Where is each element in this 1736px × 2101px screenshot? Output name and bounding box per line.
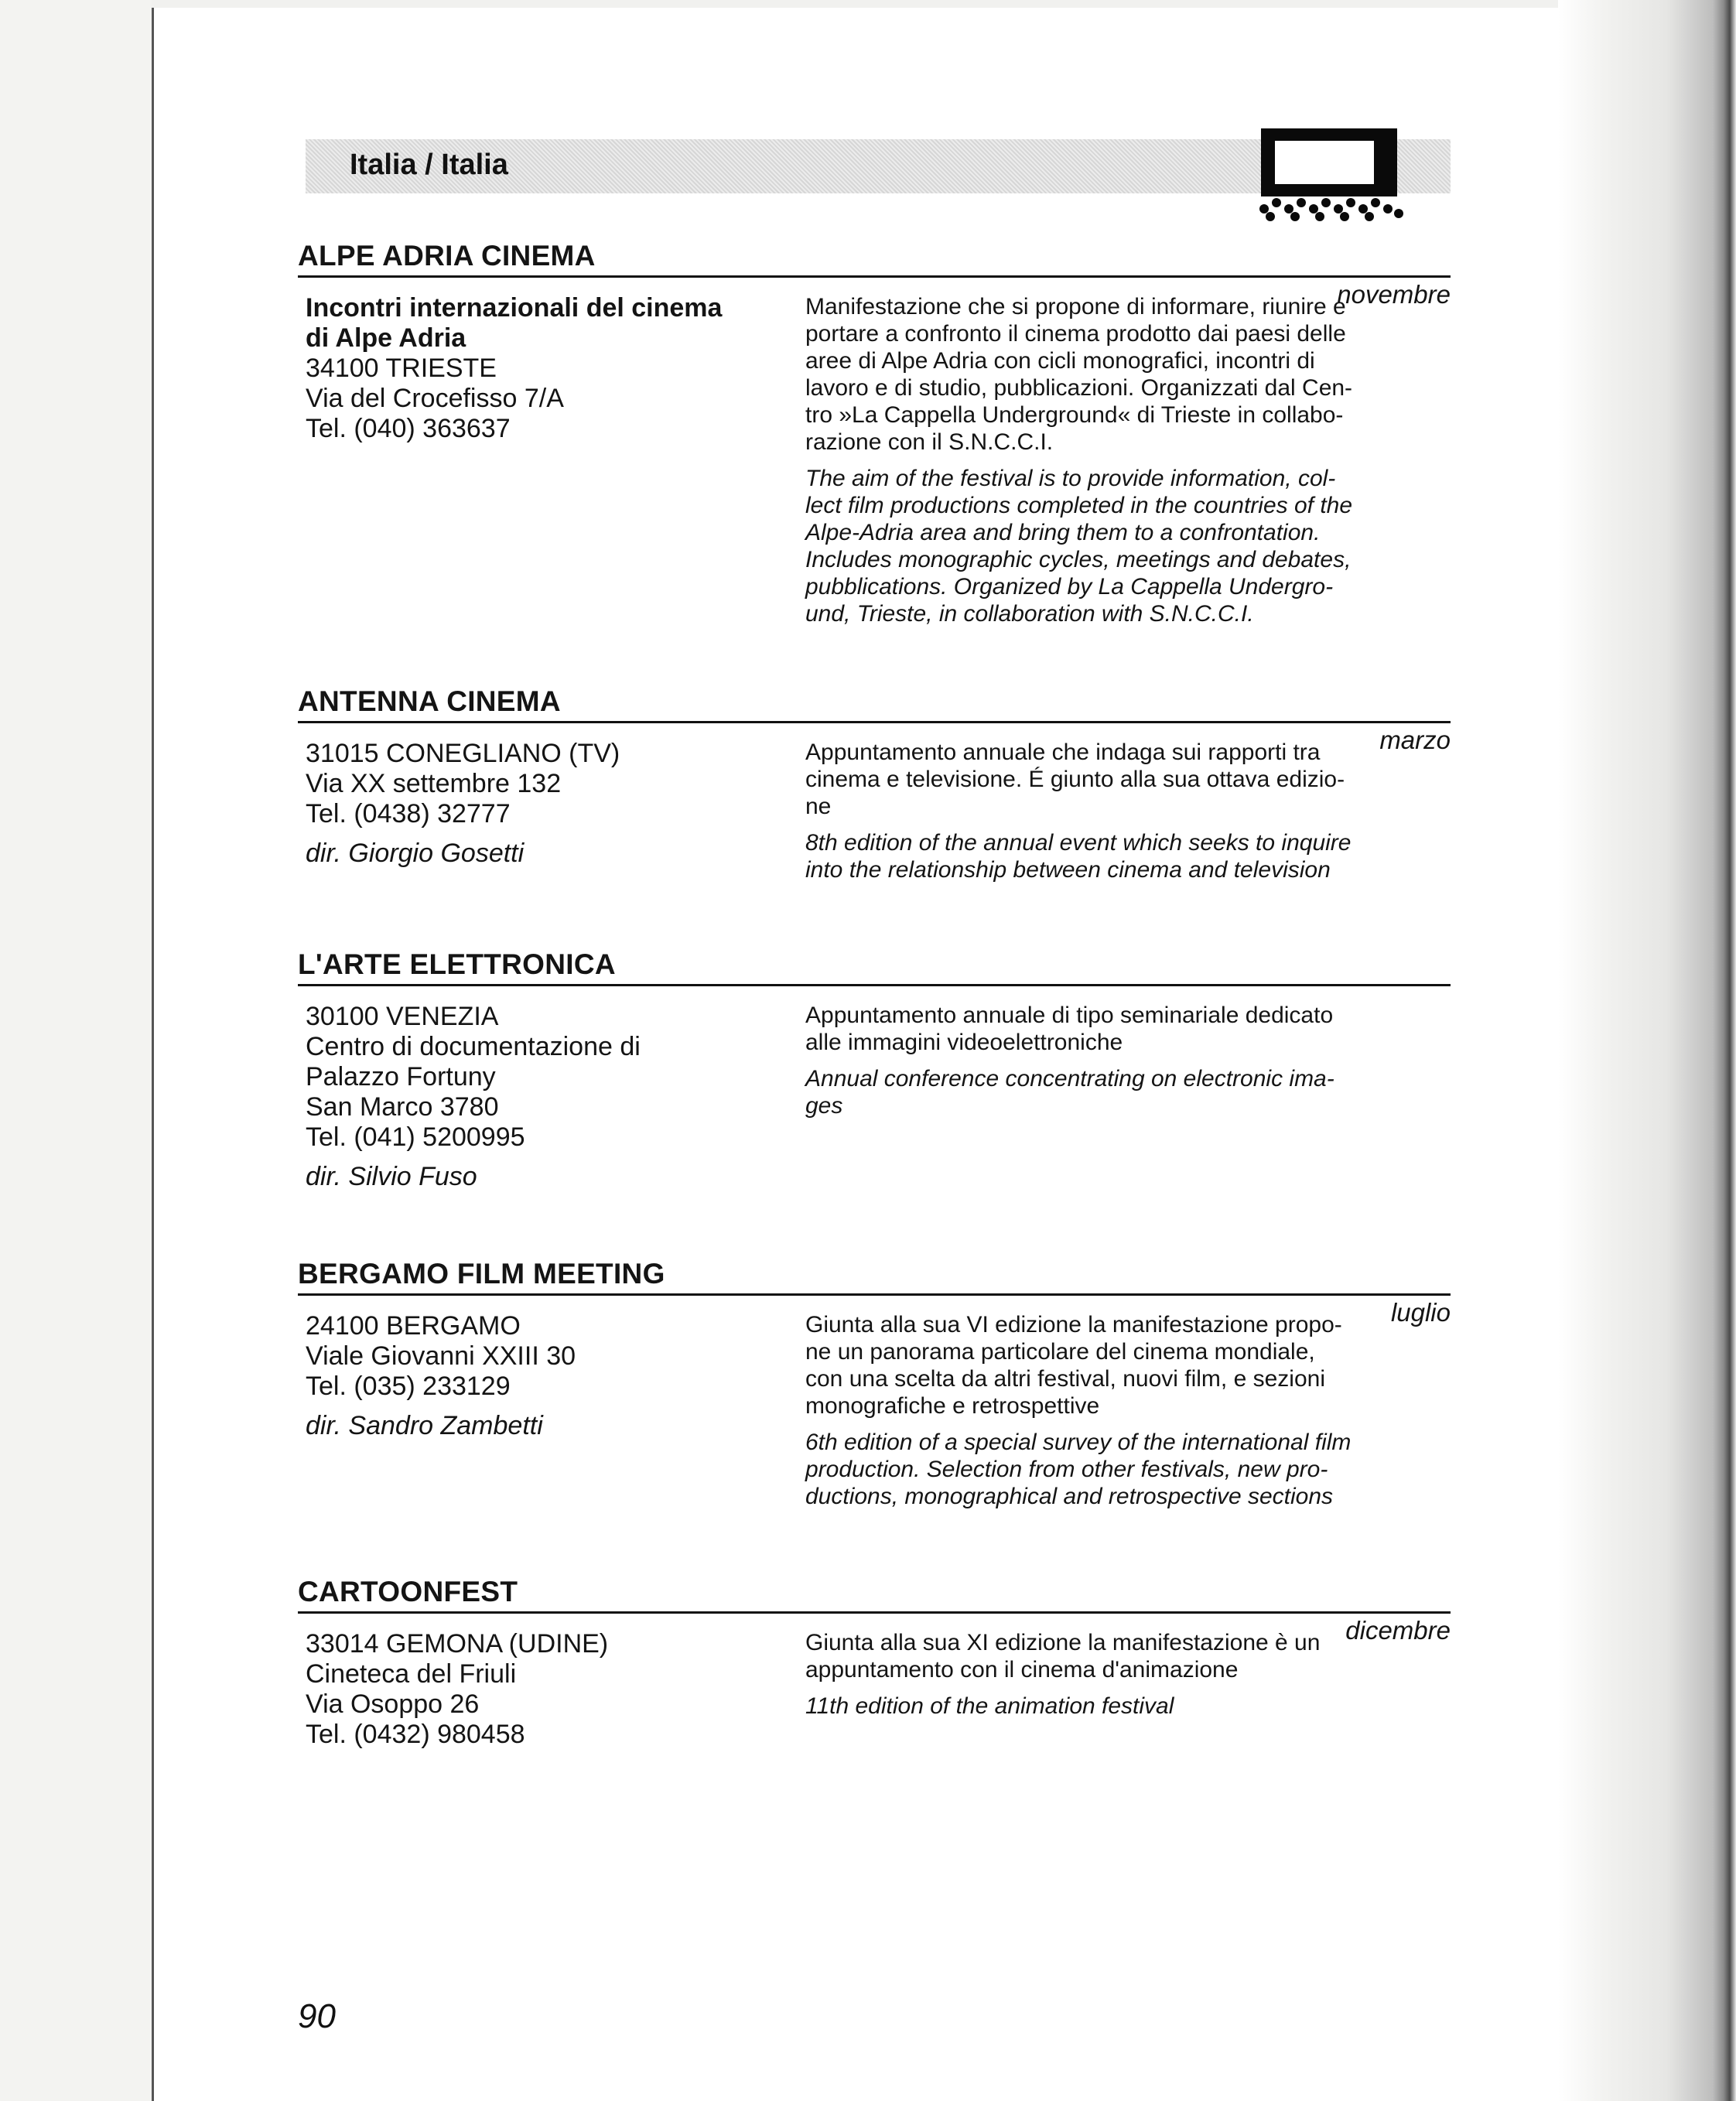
director-name: dir. Silvio Fuso: [306, 1162, 477, 1191]
festival-entry: [298, 1247, 1451, 1509]
section-title: Italia / Italia: [350, 149, 508, 181]
description-column: [805, 739, 1451, 883]
description-line: aree di Alpe Adria con cicli monografici, incontri di: [805, 348, 1315, 374]
page-number: 90: [298, 1997, 336, 2035]
festival-entry: [298, 229, 1451, 627]
contact-column: [306, 739, 785, 869]
description-line: appuntamento con il cinema d'animazione: [805, 1657, 1239, 1683]
entry-header: [298, 938, 1451, 986]
description-line: lect film productions completed in the countries of the: [805, 493, 1353, 518]
address-line: Cineteca del Friuli: [306, 1659, 517, 1689]
address-line: 30100 VENEZIA: [306, 1002, 499, 1031]
description-line: ges: [805, 1093, 843, 1119]
description-line: pubblications. Organized by La Cappella Undergro-: [805, 574, 1334, 600]
description-line: con una scelta da altri festival, nuovi film, e sezioni: [805, 1366, 1325, 1392]
festival-entry: [298, 675, 1451, 883]
description-line: alle immagini videoelettroniche: [805, 1030, 1123, 1055]
organizer-name: di Alpe Adria: [306, 323, 466, 353]
address-line: Via XX settembre 132: [306, 769, 562, 798]
description-english: [805, 465, 1451, 627]
description-line: portare a confronto il cinema prodotto dai paesi delle: [805, 321, 1346, 347]
description-italian: [805, 1311, 1451, 1419]
description-line: razione con il S.N.C.C.I.: [805, 429, 1054, 455]
contact-column: [306, 1002, 785, 1192]
description-english: [805, 1429, 1451, 1510]
description-line: Manifestazione che si propone di informare, riunire e: [805, 294, 1346, 319]
description-line: lavoro e di studio, pubblicazioni. Organizzati dal Cen-: [805, 375, 1353, 401]
festival-month: novembre: [1337, 280, 1451, 309]
address-line: 31015 CONEGLIANO (TV): [306, 739, 620, 768]
address-line: Via del Crocefisso 7/A: [306, 384, 564, 413]
contact-column: [306, 1629, 785, 1750]
description-line: cinema e televisione. É giunto alla sua ottava edizio-: [805, 767, 1345, 792]
address-line: 34100 TRIESTE: [306, 354, 497, 383]
address-line: Centro di documentazione di: [306, 1032, 641, 1061]
description-english: [805, 829, 1451, 883]
festival-entry: [298, 1565, 1451, 1749]
description-line: Giunta alla sua VI edizione la manifestazione propo-: [805, 1312, 1342, 1337]
scan-right-binding: [1558, 0, 1736, 2101]
address-line: Tel. (040) 363637: [306, 414, 511, 443]
description-line: ductions, monographical and retrospective sections: [805, 1484, 1334, 1509]
address-line: Tel. (0432) 980458: [306, 1720, 525, 1749]
festival-month: dicembre: [1345, 1616, 1451, 1645]
address-line: 33014 GEMONA (UDINE): [306, 1629, 609, 1659]
description-line: Alpe-Adria area and bring them to a confrontation.: [805, 520, 1321, 545]
address-line: Palazzo Fortuny: [306, 1062, 496, 1091]
description-line: ne un panorama particolare del cinema mondiale,: [805, 1339, 1315, 1365]
description-italian: [805, 1002, 1451, 1056]
scan-top-border: [152, 0, 1558, 8]
address-line: 24100 BERGAMO: [306, 1311, 521, 1341]
description-line: 6th edition of a special survey of the international film: [805, 1430, 1352, 1455]
description-line: Annual conference concentrating on electronic ima-: [805, 1066, 1334, 1091]
address-line: Via Osoppo 26: [306, 1689, 480, 1719]
description-line: Includes monographic cycles, meetings and debates,: [805, 547, 1352, 572]
address-line: Viale Giovanni XXIII 30: [306, 1341, 576, 1371]
scan-left-border: [0, 0, 154, 2101]
festival-name: ALPE ADRIA CINEMA: [298, 240, 596, 272]
description-line: production. Selection from other festivals, new pro-: [805, 1457, 1328, 1482]
festival-month: luglio: [1390, 1298, 1451, 1327]
festival-name: ANTENNA CINEMA: [298, 685, 561, 717]
description-column: [805, 1629, 1451, 1720]
description-line: und, Trieste, in collaboration with S.N.C.C.I.: [805, 601, 1254, 627]
description-line: Appuntamento annuale che indaga sui rapporti tra: [805, 740, 1321, 765]
contact-column: [306, 293, 785, 444]
description-line: The aim of the festival is to provide information, col-: [805, 466, 1336, 491]
description-line: tro »La Cappella Underground« di Trieste in collabo-: [805, 402, 1344, 428]
organizer-name: Incontri internazionali del cinema: [306, 293, 723, 323]
description-italian: [805, 293, 1451, 456]
description-column: [805, 293, 1451, 627]
description-line: Appuntamento annuale di tipo seminariale dedicato: [805, 1003, 1334, 1028]
television-icon: [1252, 125, 1406, 226]
address-line: Tel. (035) 233129: [306, 1372, 511, 1401]
address-line: San Marco 3780: [306, 1092, 499, 1122]
contact-column: [306, 1311, 785, 1441]
director-name: dir. Giorgio Gosetti: [306, 839, 525, 868]
description-italian: [805, 739, 1451, 820]
festival-month: marzo: [1379, 726, 1451, 754]
description-line: 8th edition of the annual event which seeks to inquire: [805, 830, 1352, 856]
festival-name: L'ARTE ELETTRONICA: [298, 948, 616, 980]
description-english: [805, 1065, 1451, 1119]
description-column: [805, 1311, 1451, 1510]
description-line: ne: [805, 794, 832, 819]
address-line: Tel. (0438) 32777: [306, 799, 511, 828]
director-name: dir. Sandro Zambetti: [306, 1411, 543, 1440]
description-english: [805, 1693, 1451, 1720]
festival-name: CARTOONFEST: [298, 1576, 518, 1607]
description-line: monografiche e retrospettive: [805, 1393, 1100, 1419]
description-italian: [805, 1629, 1451, 1683]
festival-name: BERGAMO FILM MEETING: [298, 1258, 665, 1290]
festival-entry: [298, 938, 1451, 1191]
address-line: Tel. (041) 5200995: [306, 1122, 525, 1152]
description-column: [805, 1002, 1451, 1119]
description-line: 11th edition of the animation festival: [805, 1693, 1174, 1719]
description-line: into the relationship between cinema and television: [805, 857, 1331, 883]
description-line: Giunta alla sua XI edizione la manifestazione è un: [805, 1630, 1321, 1655]
